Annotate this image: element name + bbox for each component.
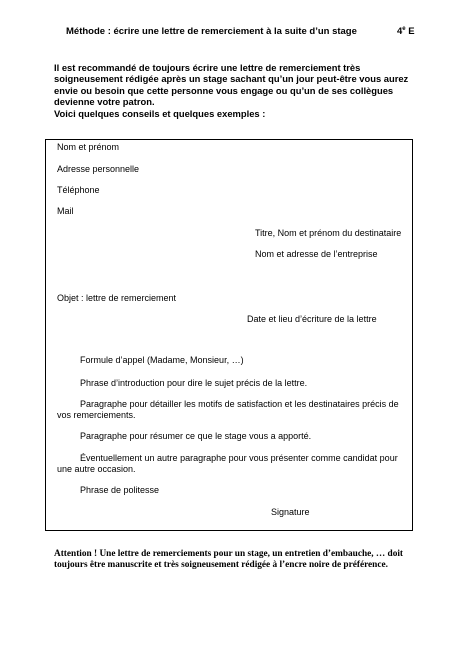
paragraph-summary: Paragraphe pour résumer ce que le stage vous a apporté. <box>80 431 312 441</box>
paragraph-details: Paragraphe pour détailler les motifs de satisfaction et les destinataires précis de vos remerciements. <box>57 399 399 420</box>
attention-text: Attention ! Une lettre de remerciements pour un stage, un entretien d’embauche, … doit toujours être manuscrite et très soigneusement rédigée à l’encre noire de préférence. <box>54 549 404 571</box>
salutation: Formule d’appel (Madame, Monsieur, …) <box>80 355 244 365</box>
grade-superscript: e <box>402 26 406 32</box>
intro-examples-line: Voici quelques conseils et quelques exemples : <box>54 107 266 119</box>
sender-phone: Téléphone <box>57 185 100 195</box>
intro-sentence: Phrase d’introduction pour dire le sujet précis de la lettre. <box>80 378 308 388</box>
letter-object: Objet : lettre de remerciement <box>57 293 177 303</box>
recipient-company: Nom et adresse de l’entreprise <box>255 249 378 259</box>
sender-name: Nom et prénom <box>57 142 120 152</box>
signature: Signature <box>271 507 310 517</box>
intro-paragraph: Il est recommandé de toujours écrire une lettre de remerciement très soigneusement rédigée après un stage sachant qu’un jour peut-être vous aurez envie ou besoin que cette personne vous engage ou qu’un de ses collègues devienne votre patron. <box>54 62 409 108</box>
sender-address: Adresse personnelle <box>57 164 140 174</box>
closing-phrase: Phrase de politesse <box>80 485 160 495</box>
paragraph-candidate: Éventuellement un autre paragraphe pour vous présenter comme candidat pour une autre occasion. <box>57 453 398 474</box>
grade-suffix: E <box>405 26 415 38</box>
grade-label <box>397 26 415 37</box>
intro-section <box>54 62 414 119</box>
grade-number: 4 <box>397 26 403 38</box>
letter-template-box <box>45 139 413 531</box>
sender-mail: Mail <box>57 206 74 216</box>
attention-note <box>54 549 416 572</box>
recipient-name: Titre, Nom et prénom du destinataire <box>255 228 402 238</box>
document-title: Méthode : écrire une lettre de remerciement à la suite d’un stage <box>66 26 357 37</box>
date-place: Date et lieu d’écriture de la lettre <box>247 314 377 324</box>
